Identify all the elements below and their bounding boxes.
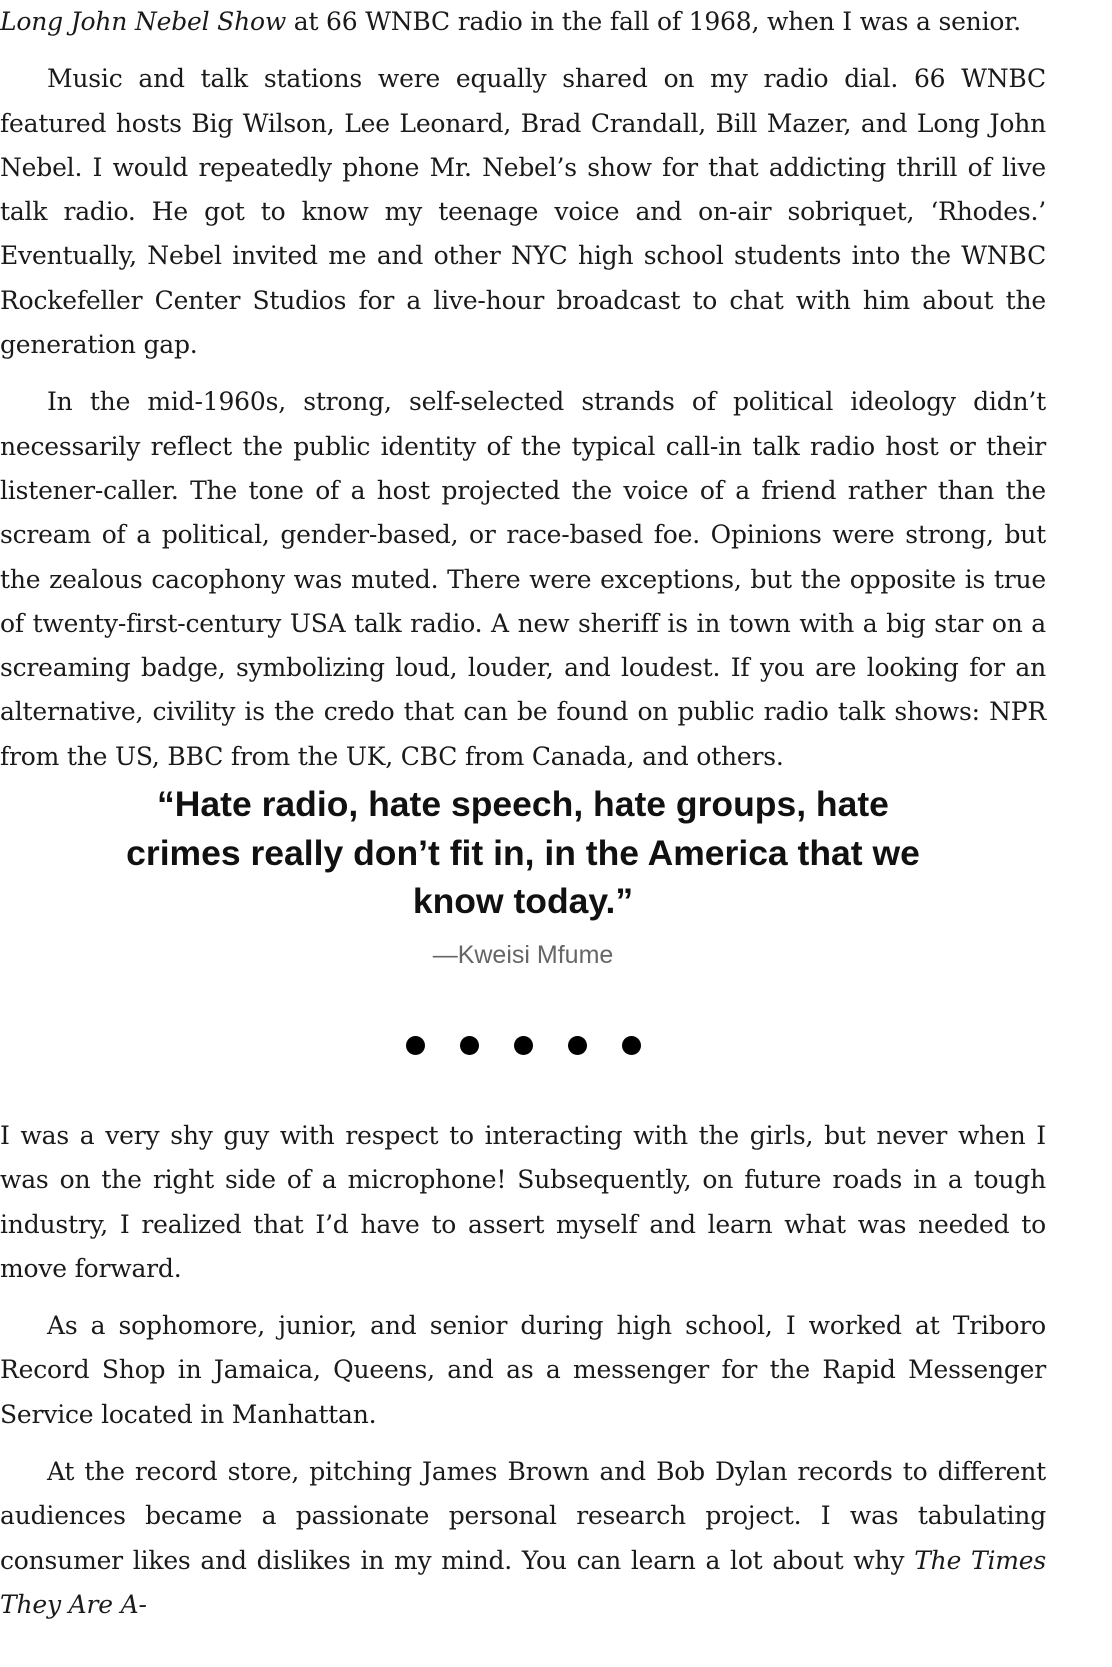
paragraph-text: at 66 WNBC radio in the fall of 1968, when I was a senior. bbox=[286, 7, 1021, 36]
separator-dot bbox=[568, 1036, 587, 1055]
show-title-italic: Long John Nebel Show bbox=[0, 7, 287, 36]
paragraph-text: At the record store, pitching James Brown and Bob Dylan records to different audiences became a passionate personal research project. I was tabulating consumer likes and dislikes in my mind. You can learn a lot about why bbox=[0, 1457, 1046, 1575]
paragraph-political-ideology: In the mid-1960s, strong, self-selected strands of political ideology didn’t necessarily reflect the public identity of the typical call-in talk radio host or their listener-caller. The tone of a host projected the voice of a friend rather than the scream of a political, gender-based, or race-based foe. Opinions were strong, but the zealous cacophony was muted. There were exceptions, but the opposite is true of twenty-first-century USA talk radio. A new sheriff is in town with a big star on a screaming badge, symbolizing loud, louder, and loudest. If you are looking for an alternative, civility is the credo that can be found on public radio talk shows: NPR from the US, BBC from the UK, CBC from Canada, and others. bbox=[0, 387, 1046, 771]
song-title-italic: The Times They Are A- bbox=[0, 1545, 1047, 1619]
paragraph-radio-dial: Music and talk stations were equally shared on my radio dial. 66 WNBC featured hosts Big Wilson, Lee Leonard, Brad Crandall, Bill Mazer, and Long John Nebel. I would repeatedly phone Mr. Nebel’s show for that addicting thrill of live talk radio. He got to know my teenage voice and on-air sobriquet, ‘Rhodes.’ Eventually, Nebel invited me and other NYC high school students into the WNBC Rockefeller Center Studios for a live-hour broadcast to chat with him about the generation gap. bbox=[0, 64, 1046, 360]
body-text-bottom bbox=[0, 1114, 1046, 1640]
section-break-dots bbox=[0, 1036, 1046, 1060]
paragraph-continued bbox=[0, 0, 1046, 44]
pull-quote: “Hate radio, hate speech, hate groups, hate crimes really don’t fit in, in the America that we know today.” bbox=[126, 784, 920, 921]
separator-dot bbox=[406, 1036, 425, 1055]
paragraph-jobs: As a sophomore, junior, and senior during high school, I worked at Triboro Record Shop in Jamaica, Queens, and as a messenger for the Rapid Messenger Service located in Manhattan. bbox=[0, 1311, 1046, 1429]
separator-dot bbox=[514, 1036, 533, 1055]
separator-dot bbox=[460, 1036, 479, 1055]
separator-dot bbox=[622, 1036, 641, 1055]
paragraph-shy-guy: I was a very shy guy with respect to interacting with the girls, but never when I was on the right side of a microphone! Subsequently, on future roads in a tough industry, I realized that I’d have to assert myself and learn what was needed to move forward. bbox=[0, 1121, 1046, 1283]
quote-attribution: —Kweisi Mfume bbox=[432, 941, 614, 969]
body-text-top bbox=[0, 0, 1046, 792]
paragraph-record-store bbox=[0, 1450, 1046, 1627]
